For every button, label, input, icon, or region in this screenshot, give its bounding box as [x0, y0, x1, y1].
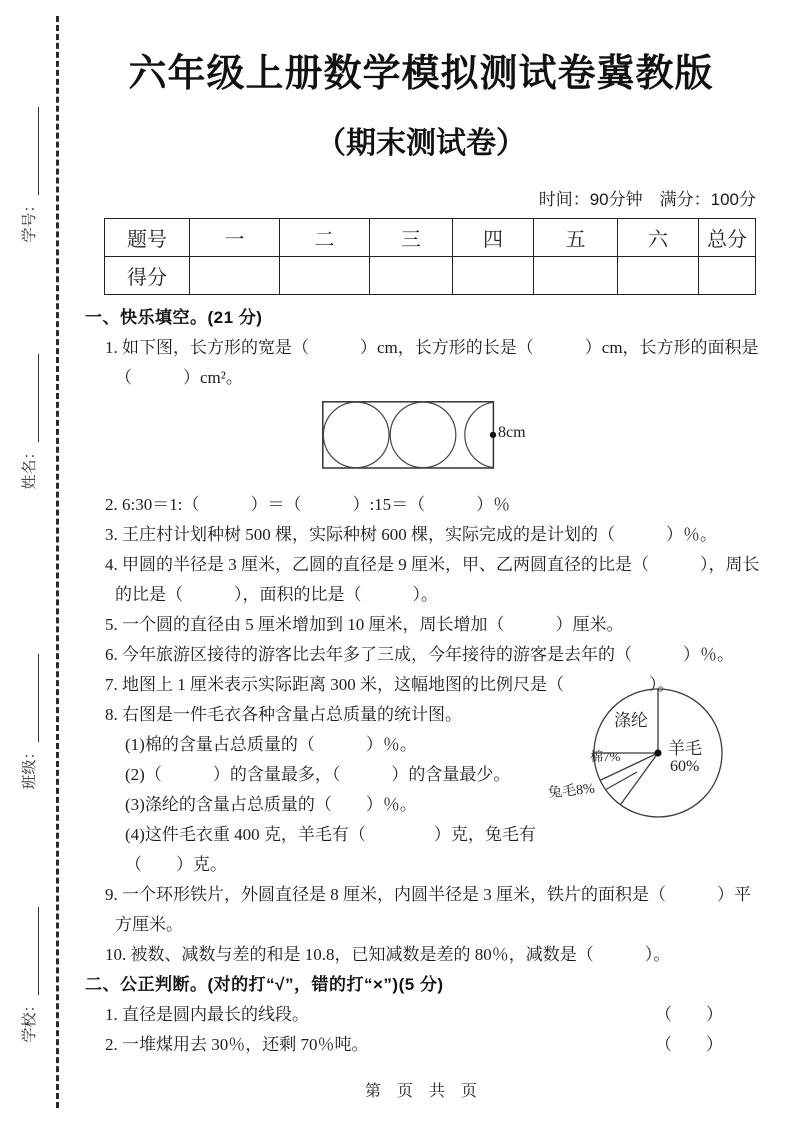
score-table [104, 218, 756, 295]
rectangle-circles-figure [322, 401, 562, 469]
judge-question-1-text: 1. 直径是圆内最长的线段。 [105, 1005, 309, 1024]
section2-title: 二、公正判断。(对的打“√”，错的打“×”)(5 分) [85, 975, 444, 994]
section1-title: 一、快乐填空。(21 分) [85, 308, 263, 327]
question-6: 6. 今年旅游区接待的游客比去年多了三成，今年接待的游客是去年的（ ）％。 [105, 645, 734, 664]
question-9-line1: 9. 一个环形铁片，外圆直径是 8 厘米，内圆半径是 3 厘米，铁片的面积是（ ）平 [105, 885, 751, 904]
question-4-line1: 4. 甲圆的半径是 3 厘米，乙圆的直径是 9 厘米，甲、乙两圆直径的比是（ ），周长 [105, 555, 760, 574]
question-8-sub2: (2)（ ）的含量最多，（ ）的含量最少。 [125, 765, 511, 784]
score-table-header-cell: 三 [370, 219, 453, 257]
score-cell-empty [699, 257, 756, 295]
question-8-sub4-line1: (4)这件毛衣重 400 克，羊毛有（ ）克，兔毛有 [125, 825, 536, 844]
student-id-label: 学号： [22, 197, 38, 243]
question-8-sub3: (3)涤纶的含量占总质量的（ ）％。 [125, 795, 417, 814]
score-row-label: 得分 [105, 257, 190, 295]
question-9-line2: 方厘米。 [115, 915, 183, 934]
sidebar-field-name [15, 332, 39, 512]
pie-slice-label-wool: 羊毛 [668, 739, 702, 758]
question-8: 8. 右图是一件毛衣各种含量占总质量的统计图。 [105, 705, 462, 724]
score-cell-empty [453, 257, 534, 295]
pie-chart-drawing [540, 676, 755, 844]
judge-question-2 [85, 1030, 757, 1060]
judge-question-2-text: 2. 一堆煤用去 30％，还剩 70％吨。 [105, 1035, 369, 1054]
sidebar-field-student-id [15, 85, 39, 265]
score-table-header-row [105, 219, 756, 257]
score-table-header-cell: 六 [618, 219, 699, 257]
score-cell-empty [190, 257, 280, 295]
question-8-sub4-line2: （ ）克。 [125, 855, 227, 874]
figure-dimension-label: 8cm [498, 424, 526, 441]
score-table-header-cell: 二 [280, 219, 370, 257]
judge-question-1-answer-blank: （ ） [655, 1005, 723, 1024]
student-id-blank-line [23, 108, 39, 196]
score-table-header-cell: 四 [453, 219, 534, 257]
judge-question-2-answer-blank: （ ） [655, 1035, 723, 1054]
question-5: 5. 一个圆的直径由 5 厘米增加到 10 厘米，周长增加（ ）厘米。 [105, 615, 624, 634]
pie-slice-label-cotton: 棉7% [590, 749, 621, 764]
class-label: 班级： [22, 744, 38, 790]
page-footer: 第 页 共 页 [364, 1083, 477, 1100]
question-1-line1: 1. 如下图，长方形的宽是（ ）cm，长方形的长是（ ）cm，长方形的面积是 [105, 338, 759, 357]
sweater-composition-pie-chart [540, 676, 755, 844]
name-blank-line [23, 355, 39, 443]
score-cell-empty [280, 257, 370, 295]
score-cell-empty [618, 257, 699, 295]
score-table-header-cell: 题号 [105, 219, 190, 257]
score-table-header-cell: 总分 [699, 219, 756, 257]
paper-subtitle: （期末测试卷） [316, 127, 526, 160]
pie-slice-label-polyester: 涤纶 [614, 711, 648, 730]
score-table-header-cell: 五 [534, 219, 618, 257]
binding-dashed-line [56, 16, 59, 1108]
pie-slice-label-rabbit-hair: 兔毛8% [547, 781, 596, 802]
score-table-score-row [105, 257, 756, 295]
question-2: 2. 6:30＝1:（ ）＝（ ）:15＝（ ）％ [105, 495, 511, 514]
paper-body [85, 303, 760, 1060]
school-label: 学校： [22, 997, 38, 1043]
exam-meta: 时间：90分钟 满分：100分 [538, 190, 756, 209]
paper-title: 六年级上册数学模拟测试卷冀教版 [128, 53, 714, 95]
sidebar-field-class [15, 632, 39, 812]
question-4-line2: 的比是（ ），面积的比是（ ）。 [115, 585, 438, 604]
score-table-header-cell: 一 [190, 219, 280, 257]
score-cell-empty [534, 257, 618, 295]
score-cell-empty [370, 257, 453, 295]
question-8-block [85, 700, 757, 880]
question-10: 10. 被数、减数与差的和是 10.8，已知减数是差的 80％，减数是（ ）。 [105, 945, 671, 964]
school-blank-line [23, 908, 39, 996]
pie-slice-pct-wool: 60% [670, 758, 700, 775]
sidebar-field-school [15, 885, 39, 1065]
class-blank-line [23, 655, 39, 743]
question-8-sub1: (1)棉的含量占总质量的（ ）％。 [125, 735, 417, 754]
question-3: 3. 王庄村计划种树 500 棵，实际种树 600 棵，实际完成的是计划的（ ）％。 [105, 525, 717, 544]
question-1-line2: （ ）cm²。 [115, 368, 243, 387]
rectangle-circles-drawing [322, 401, 562, 469]
judge-question-1 [85, 1000, 757, 1030]
name-label: 姓名： [22, 444, 38, 490]
question-7: 7. 地图上 1 厘米表示实际距离 300 米，这幅地图的比例尺是（ ）。 [105, 675, 675, 694]
